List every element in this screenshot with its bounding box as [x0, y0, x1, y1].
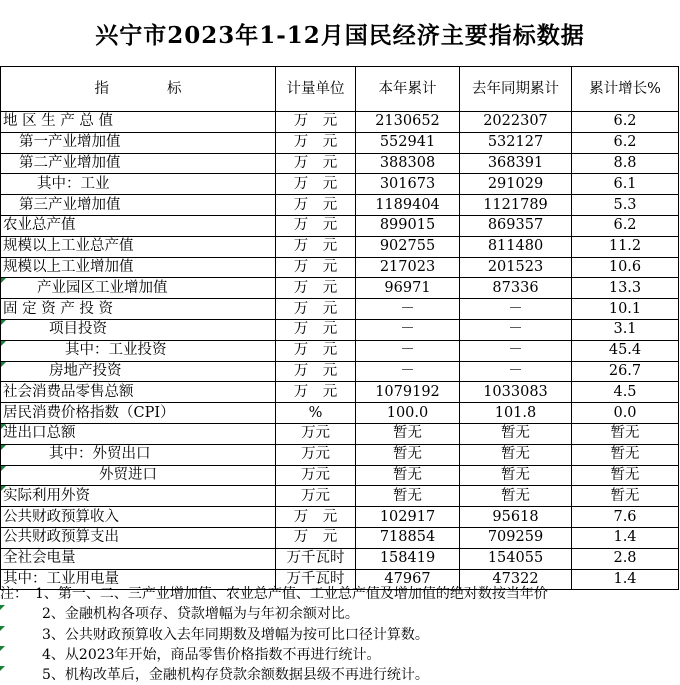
row-unit-cell: 万 元	[276, 132, 356, 153]
row-growth-cell: 26.7	[572, 361, 679, 382]
table-row	[1, 382, 679, 403]
table-row	[1, 403, 679, 424]
row-indicator-cell	[1, 403, 276, 424]
row-last-year-cell: 291029	[460, 174, 572, 195]
row-unit-cell: 万 元	[276, 112, 356, 133]
row-current-cell: －	[356, 299, 460, 320]
row-current-cell: 158419	[356, 548, 460, 569]
row-indicator-label: 外贸进口	[99, 466, 157, 483]
row-growth-cell: 8.8	[572, 153, 679, 174]
row-unit-cell: 万 元	[276, 319, 356, 340]
row-growth-cell: 暂无	[572, 465, 679, 486]
row-last-year-cell: 154055	[460, 548, 572, 569]
row-last-year-cell: 47322	[460, 569, 572, 590]
table-row	[1, 465, 679, 486]
table-row	[1, 132, 679, 153]
row-indicator-label: 固 定 资 产 投 资	[3, 300, 114, 317]
error-flag-icon	[1, 486, 6, 491]
row-current-cell: 388308	[356, 153, 460, 174]
error-flag-icon	[1, 362, 6, 367]
note-line	[0, 604, 680, 624]
row-growth-cell: 13.3	[572, 278, 679, 299]
row-indicator-cell	[1, 548, 276, 569]
header-current: 本年累计	[356, 67, 460, 112]
row-indicator-cell	[1, 215, 276, 236]
row-unit-cell: 万 元	[276, 278, 356, 299]
table-row	[1, 257, 679, 278]
error-flag-icon	[0, 605, 5, 610]
error-flag-icon	[0, 666, 5, 671]
row-indicator-label: 实际利用外资	[3, 487, 90, 504]
row-current-cell: 899015	[356, 215, 460, 236]
row-last-year-cell: 暂无	[460, 423, 572, 444]
row-current-cell: －	[356, 361, 460, 382]
row-last-year-cell: －	[460, 361, 572, 382]
row-growth-cell: 6.2	[572, 112, 679, 133]
row-growth-cell: 暂无	[572, 486, 679, 507]
row-last-year-cell: 暂无	[460, 486, 572, 507]
row-growth-cell: 1.4	[572, 527, 679, 548]
table-row	[1, 548, 679, 569]
row-growth-cell: 暂无	[572, 423, 679, 444]
row-last-year-cell: －	[460, 340, 572, 361]
table-row	[1, 486, 679, 507]
row-indicator-label: 公共财政预算收入	[3, 508, 119, 525]
table-row	[1, 278, 679, 299]
row-unit-cell: %	[276, 403, 356, 424]
row-last-year-cell: 811480	[460, 236, 572, 257]
row-indicator-cell	[1, 527, 276, 548]
row-last-year-cell: 暂无	[460, 465, 572, 486]
table-row	[1, 153, 679, 174]
row-current-cell: －	[356, 319, 460, 340]
row-indicator-cell	[1, 153, 276, 174]
table-row	[1, 340, 679, 361]
row-unit-cell: 万元	[276, 486, 356, 507]
table-header-row	[1, 67, 679, 112]
row-unit-cell: 万 元	[276, 215, 356, 236]
row-last-year-cell: 532127	[460, 132, 572, 153]
row-unit-cell: 万元	[276, 423, 356, 444]
row-indicator-cell	[1, 382, 276, 403]
row-indicator-cell	[1, 299, 276, 320]
row-growth-cell: 6.2	[572, 215, 679, 236]
row-indicator-label: 其中：工业	[37, 175, 110, 192]
row-growth-cell: 11.2	[572, 236, 679, 257]
error-flag-icon	[0, 646, 5, 651]
table-row	[1, 112, 679, 133]
row-growth-cell: 3.1	[572, 319, 679, 340]
row-current-cell: 902755	[356, 236, 460, 257]
row-indicator-cell	[1, 444, 276, 465]
row-unit-cell: 万 元	[276, 174, 356, 195]
table-row	[1, 444, 679, 465]
row-last-year-cell: 87336	[460, 278, 572, 299]
row-indicator-label: 房地产投资	[49, 362, 122, 379]
row-current-cell: 1079192	[356, 382, 460, 403]
row-last-year-cell: 368391	[460, 153, 572, 174]
row-current-cell: 100.0	[356, 403, 460, 424]
note-text: 5、机构改革后，金融机构存贷款余额数据县级不再进行统计。	[0, 667, 429, 684]
row-current-cell: 暂无	[356, 465, 460, 486]
row-indicator-cell	[1, 195, 276, 216]
row-growth-cell: 7.6	[572, 507, 679, 528]
row-indicator-cell	[1, 423, 276, 444]
row-unit-cell: 万千瓦时	[276, 548, 356, 569]
row-unit-cell: 万千瓦时	[276, 569, 356, 590]
row-unit-cell: 万 元	[276, 382, 356, 403]
table-row	[1, 319, 679, 340]
row-unit-cell: 万 元	[276, 340, 356, 361]
row-indicator-label: 第一产业增加值	[19, 134, 121, 151]
row-indicator-cell	[1, 361, 276, 382]
header-indicator: 指 标	[1, 67, 276, 112]
row-indicator-label: 公共财政预算支出	[3, 529, 119, 546]
row-indicator-cell	[1, 340, 276, 361]
row-current-cell: 96971	[356, 278, 460, 299]
row-growth-cell: 0.0	[572, 403, 679, 424]
row-unit-cell: 万 元	[276, 195, 356, 216]
error-flag-icon	[1, 320, 6, 325]
row-last-year-cell: 2022307	[460, 112, 572, 133]
row-last-year-cell: －	[460, 319, 572, 340]
row-indicator-label: 第三产业增加值	[19, 196, 121, 213]
page-title: 兴宁市2023年1-12月国民经济主要指标数据	[95, 21, 585, 49]
row-indicator-label: 其中：外贸出口	[49, 446, 151, 463]
note-line	[0, 665, 680, 685]
row-unit-cell: 万 元	[276, 299, 356, 320]
row-current-cell: 暂无	[356, 423, 460, 444]
note-line	[0, 645, 680, 665]
row-last-year-cell: －	[460, 299, 572, 320]
header-last-year: 去年同期累计	[460, 67, 572, 112]
row-last-year-cell: 1121789	[460, 195, 572, 216]
row-current-cell: 552941	[356, 132, 460, 153]
indicator-table	[0, 66, 679, 590]
row-indicator-label: 其中：工业投资	[65, 342, 167, 359]
row-indicator-label: 全社会电量	[3, 550, 76, 567]
row-current-cell: 47967	[356, 569, 460, 590]
error-flag-icon	[1, 278, 6, 283]
table-row	[1, 236, 679, 257]
table-row	[1, 423, 679, 444]
table-row	[1, 527, 679, 548]
row-indicator-label: 进出口总额	[3, 425, 76, 442]
error-flag-icon	[1, 445, 6, 450]
row-current-cell: 2130652	[356, 112, 460, 133]
row-current-cell: 718854	[356, 527, 460, 548]
row-growth-cell: 2.8	[572, 548, 679, 569]
error-flag-icon	[1, 424, 6, 429]
row-indicator-cell	[1, 257, 276, 278]
row-current-cell: 217023	[356, 257, 460, 278]
table-row	[1, 507, 679, 528]
row-unit-cell: 万 元	[276, 257, 356, 278]
row-current-cell: 102917	[356, 507, 460, 528]
row-indicator-label: 农业总产值	[3, 217, 76, 234]
row-indicator-cell	[1, 507, 276, 528]
row-unit-cell: 万元	[276, 465, 356, 486]
row-growth-cell: 1.4	[572, 569, 679, 590]
error-flag-icon	[1, 341, 6, 346]
row-unit-cell: 万元	[276, 444, 356, 465]
row-last-year-cell: 1033083	[460, 382, 572, 403]
note-text: 2、金融机构各项存、贷款增幅为与年初余额对比。	[0, 606, 359, 623]
note-line	[0, 625, 680, 645]
table-row	[1, 174, 679, 195]
row-growth-cell: 5.3	[572, 195, 679, 216]
row-current-cell: 暂无	[356, 486, 460, 507]
row-growth-cell: 暂无	[572, 444, 679, 465]
table-row	[1, 195, 679, 216]
error-flag-icon	[1, 466, 6, 471]
row-last-year-cell: 709259	[460, 527, 572, 548]
table-row	[1, 299, 679, 320]
note-text: 4、从2023年开始，商品零售价格指数不再进行统计。	[0, 646, 381, 663]
table-body	[1, 112, 679, 590]
error-flag-icon	[0, 626, 5, 631]
row-indicator-label: 地 区 生 产 总 值	[3, 113, 114, 130]
row-current-cell: 1189404	[356, 195, 460, 216]
row-indicator-label: 社会消费品零售总额	[3, 383, 134, 400]
row-unit-cell: 万 元	[276, 507, 356, 528]
row-growth-cell: 6.2	[572, 132, 679, 153]
row-last-year-cell: 869357	[460, 215, 572, 236]
row-indicator-cell	[1, 486, 276, 507]
row-current-cell: 暂无	[356, 444, 460, 465]
row-growth-cell: 6.1	[572, 174, 679, 195]
row-unit-cell: 万 元	[276, 527, 356, 548]
row-indicator-cell	[1, 465, 276, 486]
note-text: 注： 1、第一、二、三产业增加值、农业总产值、工业总产值及增加值的绝对数按当年价	[0, 586, 548, 602]
header-unit: 计量单位	[276, 67, 356, 112]
row-last-year-cell: 95618	[460, 507, 572, 528]
row-indicator-label: 居民消费价格指数（CPI）	[3, 404, 175, 421]
row-last-year-cell: 暂无	[460, 444, 572, 465]
row-indicator-label: 第二产业增加值	[19, 154, 121, 171]
row-current-cell: －	[356, 340, 460, 361]
row-growth-cell: 10.1	[572, 299, 679, 320]
note-text: 3、公共财政预算收入去年同期数及增幅为按可比口径计算数。	[0, 626, 429, 643]
row-unit-cell: 万 元	[276, 236, 356, 257]
row-last-year-cell: 101.8	[460, 403, 572, 424]
row-indicator-label: 项目投资	[49, 321, 107, 338]
row-growth-cell: 45.4	[572, 340, 679, 361]
header-growth: 累计增长%	[572, 67, 679, 112]
row-indicator-label: 其中：工业用电量	[3, 570, 119, 587]
row-unit-cell: 万 元	[276, 153, 356, 174]
note-line	[0, 584, 680, 604]
row-indicator-cell	[1, 112, 276, 133]
row-unit-cell: 万 元	[276, 361, 356, 382]
row-indicator-cell	[1, 132, 276, 153]
row-indicator-cell	[1, 319, 276, 340]
row-indicator-label: 规模以上工业总产值	[3, 238, 134, 255]
row-indicator-cell	[1, 236, 276, 257]
table-row	[1, 361, 679, 382]
notes-section	[0, 584, 680, 685]
row-indicator-label: 规模以上工业增加值	[3, 258, 134, 275]
row-indicator-label: 产业园区工业增加值	[37, 279, 168, 296]
table-row	[1, 215, 679, 236]
row-indicator-cell	[1, 174, 276, 195]
row-growth-cell: 4.5	[572, 382, 679, 403]
row-current-cell: 301673	[356, 174, 460, 195]
row-growth-cell: 10.6	[572, 257, 679, 278]
row-indicator-cell	[1, 278, 276, 299]
row-last-year-cell: 201523	[460, 257, 572, 278]
